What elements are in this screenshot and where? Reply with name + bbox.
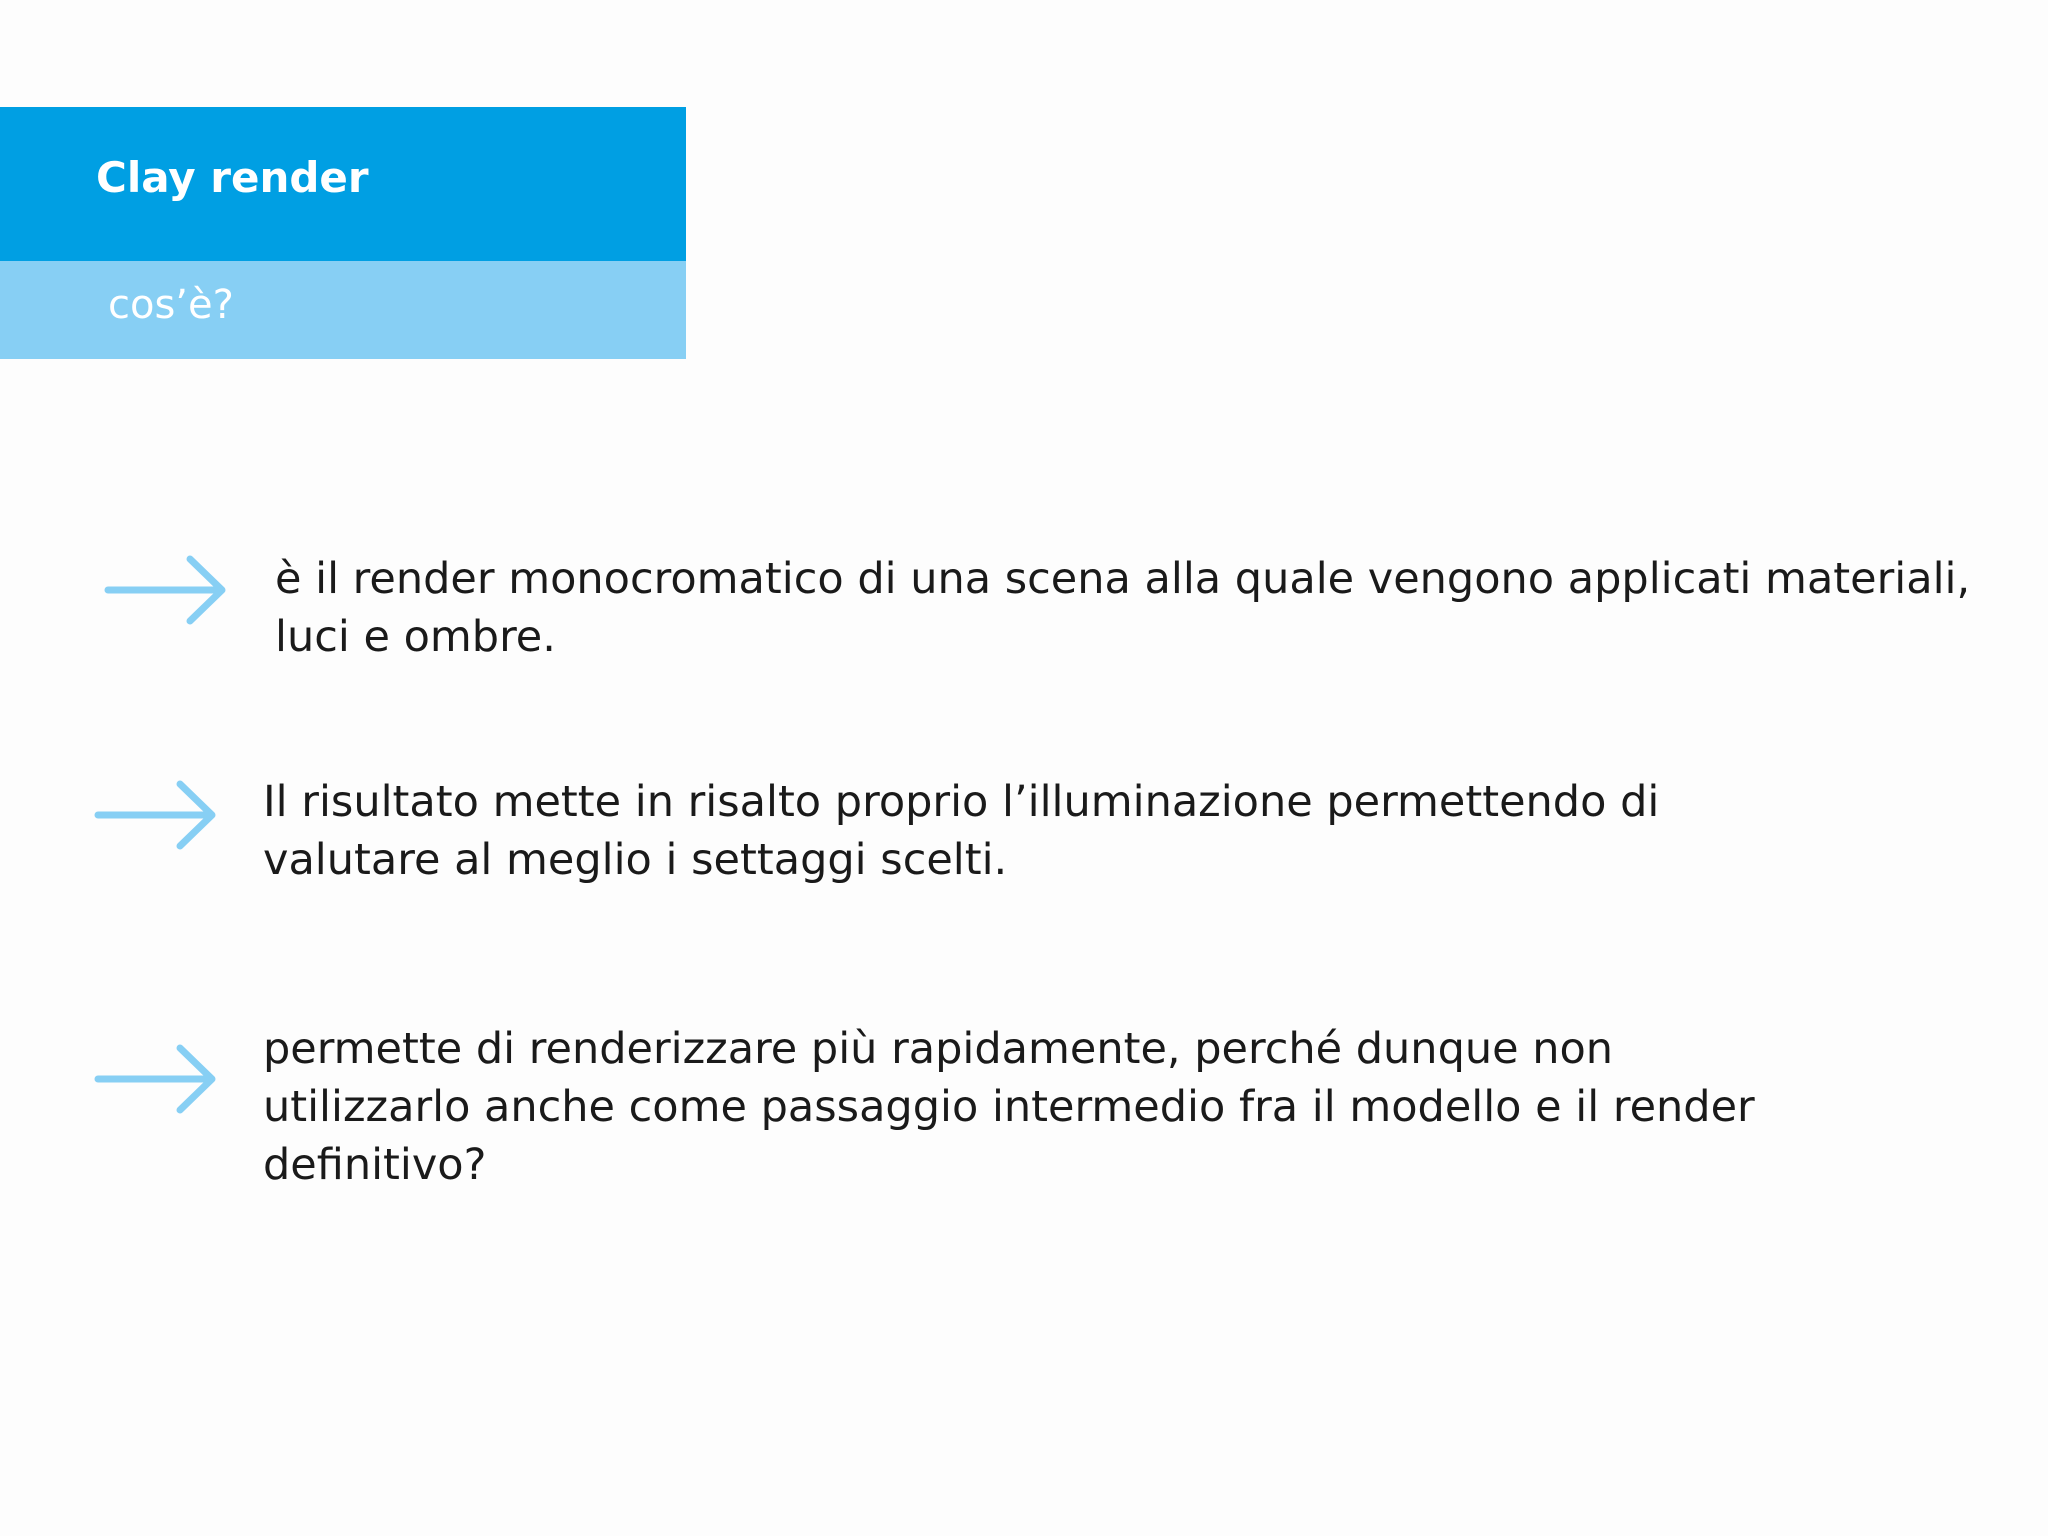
- bullet-text: permette di renderizzare più rapidamente, perché dunque non utilizzarlo anche come passaggio intermedio fra il modello e il render definitivo?: [263, 1024, 1755, 1190]
- arrow-right-icon: [90, 780, 220, 850]
- bullet-text: è il render monocromatico di una scena alla quale vengono applicati materiali, luci e ombre.: [275, 554, 1971, 662]
- arrow-right-icon: [90, 1044, 220, 1114]
- slide-subtitle: cos’è?: [108, 282, 234, 328]
- subtitle-band: [0, 261, 686, 359]
- arrow-right-icon: [100, 555, 230, 625]
- bullet-text: Il risultato mette in risalto proprio l’illuminazione permettendo di valutare al meglio i settaggi scelti.: [263, 777, 1660, 885]
- title-band: [0, 107, 686, 261]
- slide-title: Clay render: [96, 153, 369, 202]
